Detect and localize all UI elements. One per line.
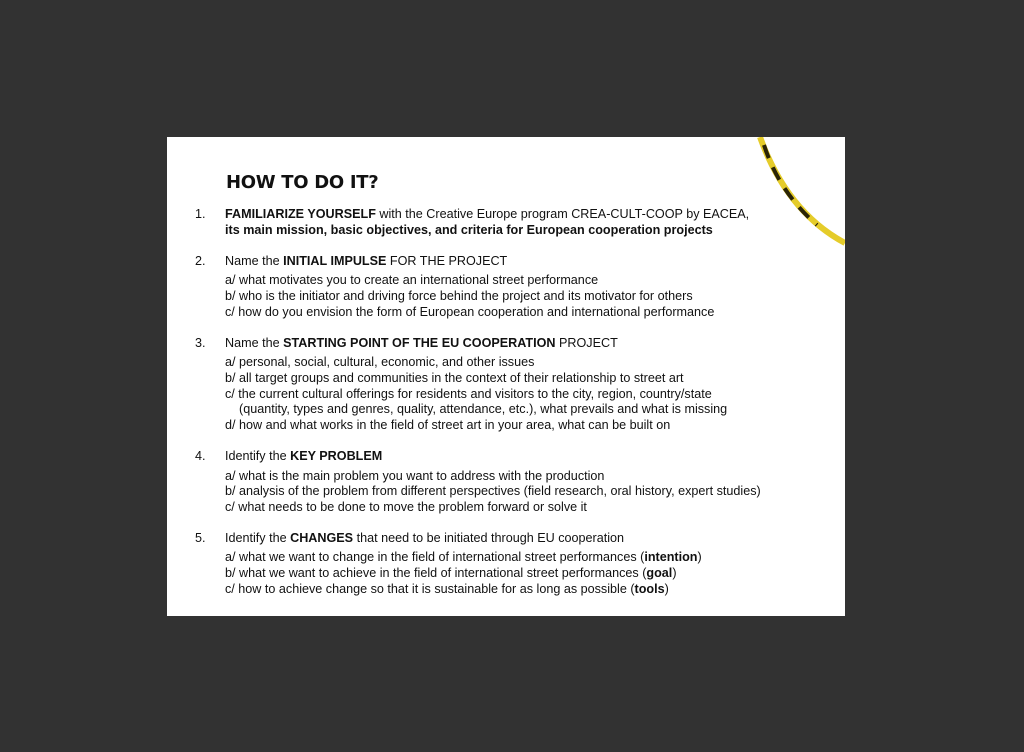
sub-item: c/ what needs to be done to move the problem forward or solve it	[225, 499, 587, 514]
item-heading-pre: Name the	[225, 335, 284, 350]
sub-item-continuation: (quantity, types and genres, quality, attendance, etc.), what prevails and what is missing	[239, 402, 728, 417]
steps-list	[167, 207, 837, 613]
item-heading	[225, 254, 837, 270]
sub-item	[225, 550, 837, 566]
sub-item: a/ personal, social, cultural, economic, and other issues	[225, 355, 535, 370]
sub-item: c/ how do you envision the form of European cooperation and international performance	[225, 304, 715, 319]
item-heading-bold: STARTING POINT OF THE EU COOPERATION	[283, 335, 556, 350]
item-heading	[225, 207, 837, 223]
item-number: 3.	[195, 335, 206, 350]
item-heading-bold: INITIAL IMPULSE	[283, 253, 387, 268]
sub-list	[225, 273, 837, 320]
sub-item-text: a/ what we want to change in the field of international street performances (	[225, 550, 645, 565]
item-heading	[225, 336, 837, 352]
sub-item-bold: goal	[646, 566, 673, 581]
item-number: 4.	[195, 448, 206, 463]
sub-list	[225, 355, 837, 433]
sub-list	[225, 550, 837, 597]
item-number: 5.	[195, 530, 206, 545]
item-heading-bold: KEY PROBLEM	[290, 448, 383, 463]
sub-item: b/ all target groups and communities in the context of their relationship to street art	[225, 370, 684, 385]
item-heading-bold: FAMILIARIZE YOURSELF	[225, 207, 376, 221]
item-heading-pre: Name the	[225, 253, 284, 268]
list-item-2	[167, 254, 837, 320]
item-heading-post: PROJECT	[555, 335, 618, 350]
sub-item: b/ who is the initiator and driving force behind the project and its motivator for others	[225, 288, 693, 303]
item-heading-post: that need to be initiated through EU cooperation	[353, 530, 625, 545]
list-item-4	[167, 449, 837, 515]
list-item-5	[167, 531, 837, 597]
sub-item-end: )	[697, 550, 702, 565]
sub-list	[225, 469, 837, 516]
item-heading-rest: with the Creative Europe program CREA-CULT-COOP by EACEA,	[375, 207, 750, 221]
sub-item-bold: intention	[644, 550, 698, 565]
sub-item-end: )	[672, 566, 677, 581]
list-item-3	[167, 336, 837, 434]
item-heading-bold: CHANGES	[290, 530, 354, 545]
sub-item-bold: tools	[634, 581, 665, 596]
sub-item-end: )	[664, 581, 669, 596]
sub-item-text: b/ what we want to achieve in the field of international street performances (	[225, 566, 647, 581]
item-heading	[225, 531, 837, 547]
item-heading-line2: its main mission, basic objectives, and criteria for European cooperation projects	[225, 222, 713, 237]
sub-item: a/ what is the main problem you want to address with the production	[225, 468, 605, 483]
item-heading-pre: Identify the	[225, 530, 291, 545]
page-title: HOW TO DO IT?	[226, 172, 379, 193]
item-number: 2.	[195, 253, 206, 268]
item-heading-post: FOR THE PROJECT	[386, 253, 508, 268]
slide-page	[167, 137, 845, 616]
sub-item: a/ what motivates you to create an international street performance	[225, 273, 599, 288]
sub-item	[225, 582, 837, 598]
item-heading-pre: Identify the	[225, 448, 291, 463]
sub-item: d/ how and what works in the field of street art in your area, what can be built on	[225, 417, 671, 432]
sub-item: c/ the current cultural offerings for residents and visitors to the city, region, country/state	[225, 386, 712, 401]
item-number: 1.	[195, 207, 206, 221]
sub-item: b/ analysis of the problem from different perspectives (field research, oral history, expert studies)	[225, 484, 761, 499]
list-item-1	[167, 207, 837, 238]
sub-item-text: c/ how to achieve change so that it is sustainable for as long as possible (	[225, 581, 635, 596]
item-heading	[225, 449, 837, 465]
sub-item	[225, 566, 837, 582]
